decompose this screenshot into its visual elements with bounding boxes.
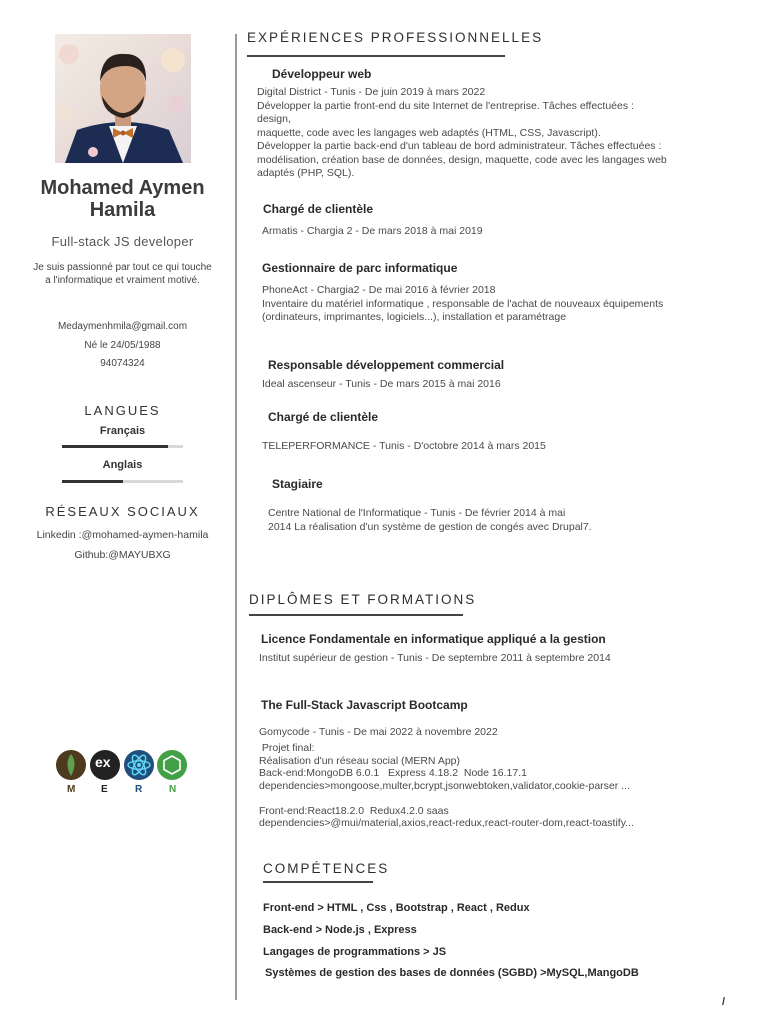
profile-name-line2: Hamila (89, 199, 156, 221)
nodejs-icon (157, 750, 187, 780)
language-level-bar (62, 445, 183, 448)
job-line: design, (257, 113, 291, 125)
job-line: Développer la partie front-end du site Internet de l'entreprise. Tâches effectuées : (257, 99, 634, 112)
job-line: PhoneAct - Chargia2 - De mai 2016 à février 2018 (262, 284, 496, 296)
section-underline (263, 881, 373, 883)
job-line: Inventaire du matériel informatique , responsable de l'achat de nouveaux équipements (262, 297, 664, 310)
section-underline (249, 614, 463, 616)
mern-letter: M (67, 784, 76, 795)
education-line: Projet final: (259, 742, 315, 754)
job-details (268, 507, 628, 534)
profile-name (20, 177, 225, 221)
skill-item: Back-end > Node.js , Express (263, 924, 417, 936)
profile-photo (55, 34, 191, 163)
education-line: Front-end:React18.2.0 Redux4.2.0 saas (259, 804, 449, 817)
job-line: Armatis - Chargia 2 - De mars 2018 à mai 2019 (262, 225, 483, 237)
footer-mark: / (722, 996, 726, 1008)
language-level-fill (62, 480, 123, 483)
job-title: Gestionnaire de parc informatique (262, 261, 458, 275)
education-line: dependencies>@mui/material,axios,react-redux,react-router-dom,react-toastify... (259, 817, 634, 829)
job-details (262, 284, 702, 325)
job-title: Chargé de clientèle (263, 202, 374, 216)
job-line: maquette, code avec les langages web adaptés (HTML, CSS, Javascript). (257, 126, 601, 139)
language-level-bar (62, 480, 183, 483)
education-line: Gomycode - Tunis - De mai 2022 à novembre 2022 (259, 726, 498, 738)
education-details (259, 742, 699, 830)
experience-heading: EXPÉRIENCES PROFESSIONNELLES (247, 30, 544, 45)
birth-date: Né le 24/05/1988 (84, 340, 161, 351)
profile-bio: Je suis passionné par tout ce qui touche a l'informatique et vraiment motivé. (33, 262, 212, 286)
mern-letter: N (169, 784, 177, 795)
job-title: Stagiaire (272, 477, 323, 491)
job-line: Centre National de l'Informatique - Tunis - De février 2014 à mai (268, 507, 566, 519)
education-heading: DIPLÔMES ET FORMATIONS (249, 592, 477, 607)
mern-letter: E (101, 784, 108, 795)
job-line: Développer la partie back-end d'un tableau de bord administrateur. Tâches effectuées : (257, 140, 662, 152)
skill-item: Langages de programmations > JS (263, 946, 447, 958)
mern-logo (55, 750, 195, 798)
job-title: Développeur web (272, 67, 372, 81)
social-heading: RÉSEAUX SOCIAUX (45, 504, 200, 519)
job-line: modélisation, création base de données, design, maquette, code avec les langages web (257, 153, 667, 166)
education-line: Réalisation d'un réseau social (MERN App) (259, 754, 461, 767)
job-line: adaptés (PHP, SQL). (257, 167, 355, 179)
education-line: Institut supérieur de gestion - Tunis - De septembre 2011 à septembre 2014 (259, 652, 611, 664)
language-level-fill (62, 445, 168, 448)
email-text: Medaymenhmila@gmail.com (57, 321, 188, 332)
job-line: TELEPERFORMANCE - Tunis - D'octobre 2014 à mars 2015 (262, 440, 546, 452)
skills-heading: COMPÉTENCES (263, 861, 390, 876)
language-name: Anglais (102, 459, 143, 471)
github-link[interactable]: Github:@MAYUBXG (74, 549, 171, 561)
job-line: 2014 La réalisation d'un système de gestion de congés avec Drupal7. (268, 520, 592, 533)
linkedin-link[interactable]: Linkedin :@mohamed-aymen-hamila (36, 529, 209, 541)
language-name: Français (99, 425, 146, 437)
education-title: The Full-Stack Javascript Bootcamp (261, 698, 468, 712)
job-line: Ideal ascenseur - Tunis - De mars 2015 à mai 2016 (262, 378, 501, 390)
job-title: Responsable développement commercial (268, 358, 505, 372)
education-title: Licence Fondamentale en informatique appliqué a la gestion (261, 632, 606, 646)
profile-name-line1: Mohamed Aymen (40, 177, 205, 199)
job-title: Chargé de clientèle (268, 410, 379, 424)
profile-role: Full-stack JS developer (51, 234, 194, 249)
education-line: dependencies>mongoose,multer,bcrypt,jsonwebtoken,validator,cookie-parser ... (259, 779, 630, 792)
phone-number: 94074324 (100, 358, 145, 369)
express-icon-text: ex (95, 754, 111, 770)
education-line (259, 792, 699, 805)
languages-heading: LANGUES (84, 403, 161, 418)
skill-item: Systèmes de gestion des bases de données (SGBD) >MySQL,MangoDB (265, 967, 639, 979)
column-divider (235, 34, 237, 1000)
job-line: Digital District - Tunis - De juin 2019 à mars 2022 (257, 86, 486, 98)
job-line: (ordinateurs, imprimantes, logiciels...), installation et paramétrage (262, 311, 567, 323)
education-line: Back-end:MongoDB 6.0.1 Express 4.18.2 Node 16.17.1 (259, 767, 527, 779)
job-details (257, 86, 697, 181)
skill-item: Front-end > HTML , Css , Bootstrap , React , Redux (263, 902, 530, 914)
section-underline (247, 55, 505, 57)
mern-letter: R (135, 784, 143, 795)
